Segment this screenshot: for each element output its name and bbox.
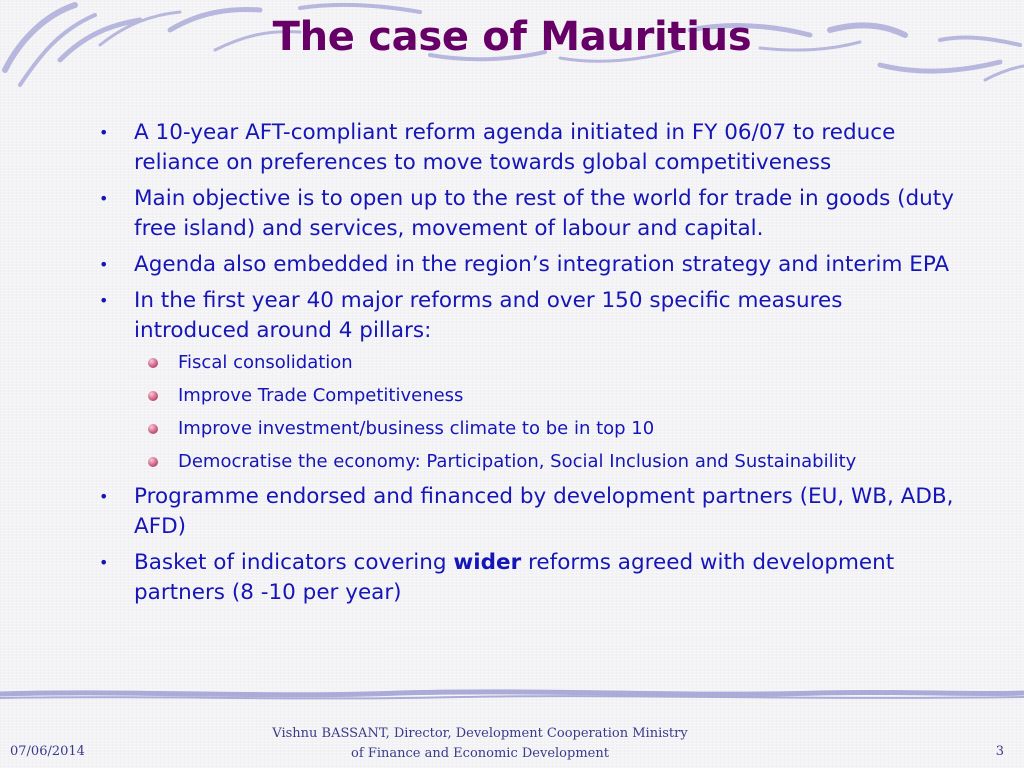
footer-presenter [230,724,730,764]
sphere-bullet-icon [148,457,158,467]
bullet-text: Agenda also embedded in the region’s integration strategy and interim EPA [134,252,950,277]
sub-bullet-item [96,350,956,375]
bullet-dot-icon: • [99,189,109,208]
sub-bullet-text: Improve investment/business climate to be in top 10 [178,418,655,439]
bullet-dot-icon: • [99,255,109,274]
sub-bullet-text: Democratise the economy: Participation, Social Inclusion and Sustainability [178,451,857,472]
bullet-item [96,482,956,542]
sphere-bullet-icon [148,358,158,368]
bullet-item [96,286,956,346]
bullet-dot-icon: • [99,123,109,142]
sub-bullet-item [96,383,956,408]
bullet-text-before: Basket of indicators covering [134,550,454,575]
footer-presenter-line2: of Finance and Economic Development [351,746,609,761]
footer-presenter-line1: Vishnu BASSANT, Director, Development Cooperation Ministry [272,726,688,741]
bullet-emphasis: wider [453,550,522,575]
bullet-text: Programme endorsed and financed by development partners (EU, WB, ADB, AFD) [134,484,954,539]
sub-bullet-item [96,449,956,474]
page-number: 3 [995,744,1004,759]
slide-title: The case of Mauritius [272,14,752,60]
bullet-text: Main objective is to open up to the rest of the world for trade in goods (duty free island) and services, movement of labour and capital. [134,186,954,241]
bullet-text: A 10-year AFT-compliant reform agenda initiated in FY 06/07 to reduce reliance on preferences to move towards global competitiveness [134,120,896,175]
bullet-item [96,548,956,608]
bullet-item [96,250,956,280]
bullet-list [96,118,956,346]
slide-body [96,118,956,614]
bullet-dot-icon: • [99,291,109,310]
footer-date: 07/06/2014 [10,744,85,759]
bottom-decorative-line [0,683,1024,705]
sub-bullet-item [96,416,956,441]
bullet-item [96,184,956,244]
bullet-dot-icon: • [99,487,109,506]
sphere-bullet-icon [148,391,158,401]
bullet-list [96,482,956,608]
sub-bullet-text: Improve Trade Competitiveness [178,385,464,406]
sub-bullet-text: Fiscal consolidation [178,352,353,373]
bullet-text: In the first year 40 major reforms and over 150 specific measures introduced around 4 pillars: [134,288,843,343]
bullet-dot-icon: • [99,553,109,572]
bullet-item [96,118,956,178]
pillar-sub-list [96,350,956,474]
bullet-text-after: reforms agreed with development partners (8 -10 per year) [134,550,895,605]
sphere-bullet-icon [148,424,158,434]
